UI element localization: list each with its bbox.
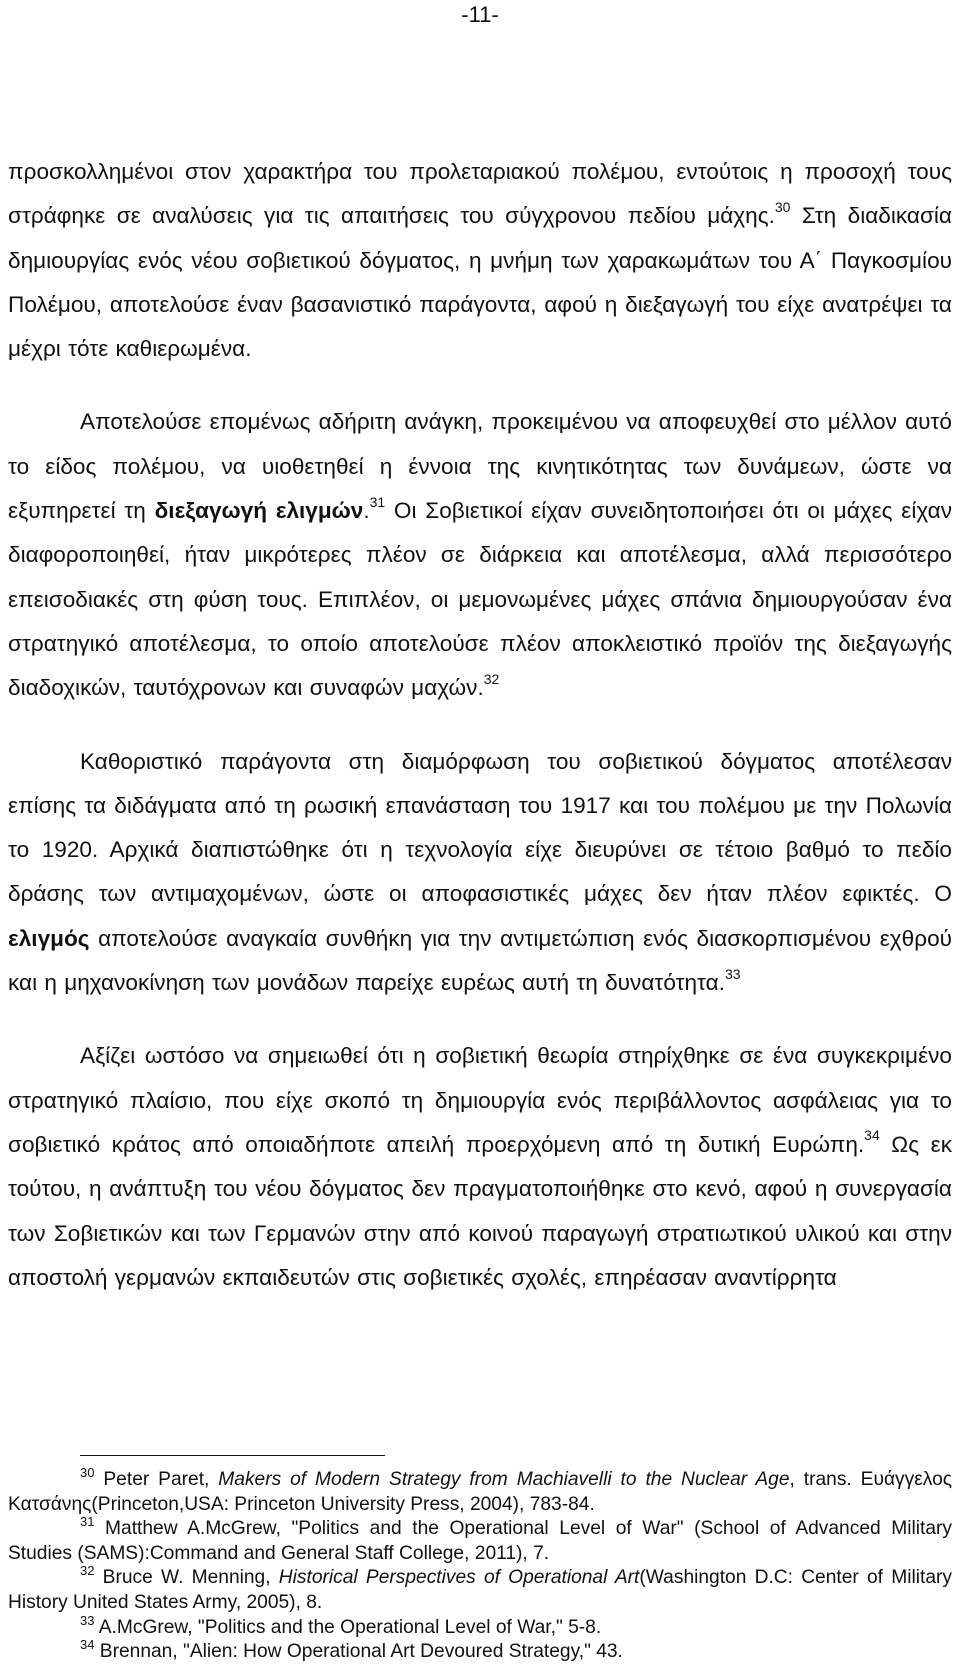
paragraph-text: Ως εκ τούτου, η ανάπτυξη του νέου δόγματος δεν πραγματοποιήθηκε στο κενό, αφού η συνεργασία των Σοβιετικών και των Γερμανών στην από κοινού παραγωγή στρατιωτικού υλικού και στην αποστολή γερμανών εκπαιδευτών στις σοβιετικές σχολές, επηρέασαν αναντίρρητα xyxy=(8,1131,952,1290)
paragraph-text: Καθοριστικό παράγοντα στη διαμόρφωση του σοβιετικού δόγματος αποτέλεσαν επίσης τα διδάγματα από τη ρωσική επανάσταση του 1917 και του πολέμου με την Πολωνία το 1920. Αρχικά διαπιστώθηκε ότι η τεχνολογία είχε διευρύνει σε τέτοιο βαθμό το πεδίο δράσης των αντιμαχομένων, ώστε οι αποφασιστικές μάχες δεν ήταν πλέον εφικτές. Ο xyxy=(8,748,952,907)
paragraph-4 xyxy=(8,1034,952,1300)
footnote-34: 34 Brennan, "Alien: How Operational Art Devoured Strategy," 43. xyxy=(80,1637,623,1663)
footnote-ref-31[interactable]: 31 xyxy=(369,493,386,510)
footnote-31: 31 Matthew A.McGrew, "Politics and the Operational Level of War" (School of Advanced Military Studies (SAMS):Command and General Staff College, 2011), 7. xyxy=(8,1514,952,1564)
footnote-text: Bruce W. Menning, xyxy=(94,1567,279,1589)
paragraph-text: Αξίζει ωστόσο να σημειωθεί ότι η σοβιετική θεωρία στηρίχθηκε σε ένα συγκεκριμένο στρατηγικό πλαίσιο, που είχε σκοπό τη δημιουργία ενός περιβάλλοντος ασφάλειας για το σοβιετικό κράτος από οποιαδήποτε απειλή προερχόμενη από τη δυτική Ευρώπη. xyxy=(8,1043,952,1157)
footnote-text: Matthew A.McGrew, "Politics and the Operational Level of War" (School of Advanced Military Studies (SAMS):Command and General Staff College, 2011), 7. xyxy=(8,1518,952,1564)
paragraph-text: . xyxy=(363,498,370,524)
paragraph-text: Αποτελούσε επομένως αδήριτη ανάγκη, προκειμένου να αποφευχθεί στο μέλλον αυτό το είδος πολέμου, να υιοθετηθεί η έννοια της κινητικότητας των δυνάμεων, ώστε να εξυπηρετεί τη xyxy=(8,409,952,524)
paragraph-1 xyxy=(8,150,952,371)
footnote-ref-30[interactable]: 30 xyxy=(774,198,791,215)
paragraph-2 xyxy=(8,400,952,710)
footnote-ref-33[interactable]: 33 xyxy=(725,965,741,982)
footnotes xyxy=(8,1465,953,1665)
footnote-title: Makers of Modern Strategy from Machiavelli to the Nuclear Age xyxy=(218,1469,790,1490)
footnote-separator xyxy=(80,1455,385,1456)
footnote-text: Peter Paret, xyxy=(94,1469,219,1490)
paragraph-3 xyxy=(8,740,952,1006)
footnote-text: Brennan, "Alien: How Operational Art Devoured Strategy," 43. xyxy=(94,1641,623,1663)
footnote-text: (Washington D.C: Center of Military History United States Army, 2005), 8. xyxy=(8,1567,952,1613)
paragraph-text: προσκολλημένοι στον χαρακτήρα του προλεταριακού πολέμου, εντούτοις η προσοχή τους στράφηκε σε αναλύσεις για τις απαιτήσεις του σύγχρονου πεδίου μάχης. xyxy=(8,159,952,229)
paragraph-text: Οι Σοβιετικοί είχαν συνειδητοποιήσει ότι οι μάχες είχαν διαφοροποιηθεί, ήταν μικρότερες πλέον σε διάρκεια και αποτέλεσμα, αλλά περισσότερο επεισοδιακές στη φύση τους. Επιπλέον, οι μεμονωμένες μάχες σπάνια δημιουργούσαν ένα στρατηγικό αποτέλεσμα, το οποίο αποτελούσε πλέον αποκλειστικό προϊόν της διεξαγωγής διαδοχικών, ταυτόχρονων και συναφών μαχών. xyxy=(8,498,953,701)
footnote-title: Historical Perspectives of Operational Art xyxy=(278,1567,640,1589)
footnote-30: 30 Peter Paret, Makers of Modern Strategy from Machiavelli to the Nuclear Age, trans. Ευάγγελος Κατσάνης(Princeton,USA: Princeton University Press, 2004), 783-84. xyxy=(8,1465,953,1515)
footnote-text: , trans. Ευάγγελος Κατσάνης(Princeton,USA: Princeton University Press, 2004), 783-84. xyxy=(8,1469,953,1515)
body-text xyxy=(8,150,952,1300)
footnote-32: 32 Bruce W. Menning, Historical Perspectives of Operational Art(Washington D.C: Center of Military History United States Army, 2005), 8. xyxy=(8,1563,952,1613)
footnote-text: A.McGrew, "Politics and the Operational Level of War," 5-8. xyxy=(94,1616,602,1638)
bold-term-maneuvers: διεξαγωγή ελιγμών xyxy=(154,498,364,524)
page-number: -11- xyxy=(461,2,499,27)
bold-term-maneuver: ελιγμός xyxy=(8,925,90,951)
paragraph-text: Στη διαδικασία δημιουργίας ενός νέου σοβιετικού δόγματος, η μνήμη των χαρακωμάτων του Α΄ Παγκοσμίου Πολέμου, αποτελούσε έναν βασανιστικό παράγοντα, αφού η διεξαγωγή του είχε ανατρέψει τα μέχρι τότε καθιερωμένα. xyxy=(8,203,952,362)
footnote-33: 33 A.McGrew, "Politics and the Operational Level of War," 5-8. xyxy=(80,1612,602,1638)
footnote-ref-32[interactable]: 32 xyxy=(483,670,500,687)
footnote-ref-34[interactable]: 34 xyxy=(864,1127,880,1144)
paragraph-text: αποτελούσε αναγκαία συνθήκη για την αντιμετώπιση ενός διασκορπισμένου εχθρού και η μηχανοκίνηση των μονάδων παρείχε ευρέως αυτή τη δυνατότητα. xyxy=(8,925,952,996)
